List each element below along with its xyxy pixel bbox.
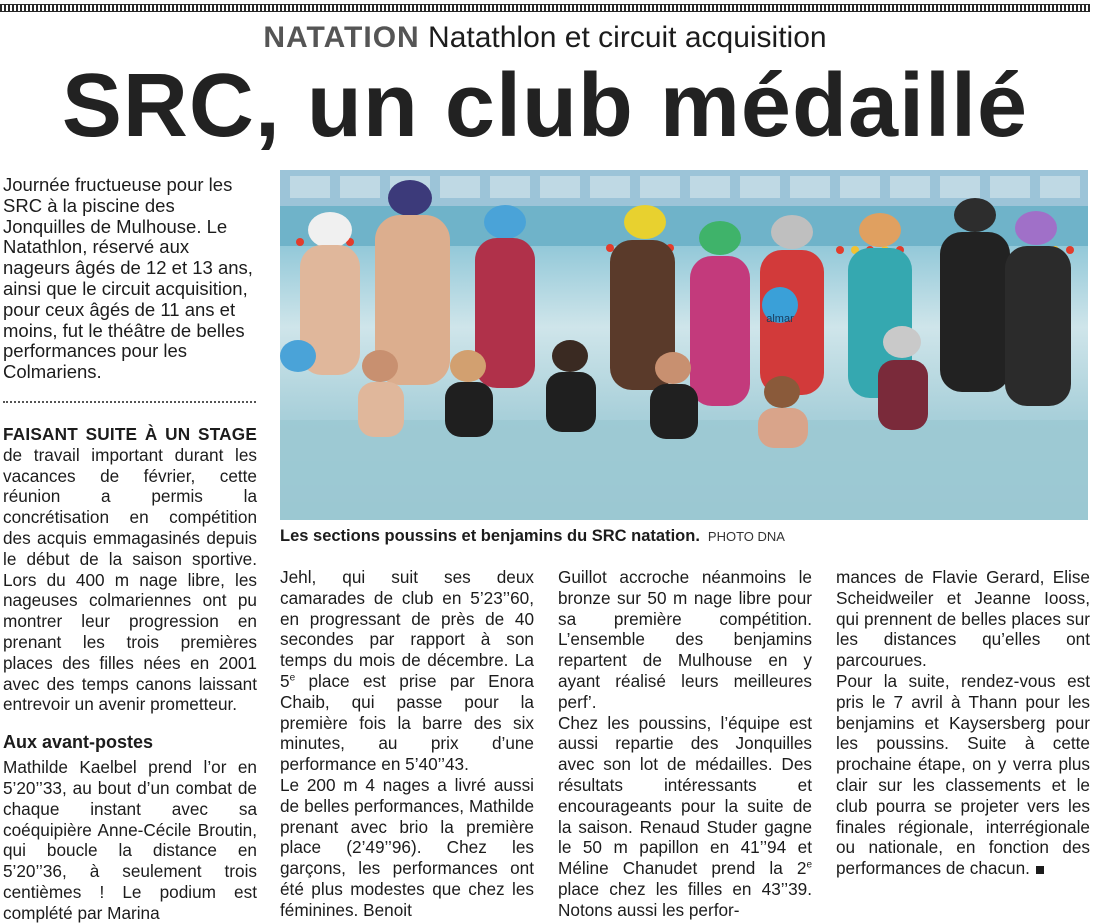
column-4-paragraph-2 [836,671,1090,879]
subheading: Aux avant-postes [3,732,154,753]
lead-in-caps: FAISANT SUITE À UN STAGE [3,424,257,444]
column-3-paragraph-1: Guillot accroche néanmoins le bronze sur 50 m nage libre pour sa première compétition. L’ensemble des benjamins repartent de Mulhouse en y ayant réalisé leurs meilleures perf’. [558,567,812,712]
paragraph-1-text: de travail important durant les vacances de février, cette réunion a permis la concrétisation en compétition des acquis emmagasinés depuis le début de la saison sportive. Lors du 400 m nage libre, les nageuses colmariennes ont pu montrer leur progression en prenant les trois premières places des filles nées en 2001 avec des temps canons laissant entrevoir un avenir prometteur. [3,444,257,715]
column-3-text-a: Chez les poussins, l’équipe est aussi repartie des Jonquilles avec son lot de médailles. Des résultats intéressants et encourageants pour la suite de la saison. Renaud Studer gagne le 50 m papillon en 41’’94 et Méline Chanudet prend la 2 [558,712,812,879]
rubric-label: NATATION [263,21,420,54]
headline: SRC, un club médaillé [61,56,1029,156]
photo-credit: PHOTO DNA [707,529,785,544]
ordinal-superscript: e [289,672,296,684]
column-3-text-b: place chez les filles en 43’’39. Notons aussi les perfor- [558,878,812,920]
column-4-text: Pour la suite, rendez-vous est pris le 7 avril à Thann pour les benjamins et Kaysersberg pour les poussins. Suite à cette prochaine étape, on y verra plus clair sur les classements et le club pourra se projeter vers les finales régionale, interrégionale ou nationale, en fonction des performances de chacun. [836,670,1090,879]
column-2-paragraph-1 [280,567,534,775]
lead-paragraph [3,175,253,383]
column-4-paragraph-1: mances de Flavie Gerard, Elise Scheidweiler et Jeanne Iooss, qui prennent de belles places sur les distances qu’elles ont parcourues. [836,567,1090,671]
column-2-text-b: place est prise par Enora Chaib, qui passe pour la première fois la barre des six minutes, au prix d’une performance en 5’40’’43. [280,670,534,775]
dotted-divider [3,401,256,403]
top-rule [0,4,1090,12]
column-2-paragraph-2: Le 200 m 4 nages a livré aussi de belles performances, Mathilde prenant avec brio la première place (2’49’’96). Chez les garçons, les performances ont été plus modestes que chez les féminines. Benoit [280,774,534,920]
photo-caption [280,525,785,548]
ordinal-superscript: e [806,859,812,871]
column-1 [3,424,257,924]
column-3 [558,567,812,921]
cap-text: almar [766,313,794,325]
column-2-text-a: Jehl, qui suit ses deux camarades de club en 5’23’’60, en progressant de près de 40 secondes par rapport à son temps du mois de décembre. La 5 [280,567,534,691]
end-of-article-icon [1036,866,1044,874]
column-2 [280,567,534,921]
kicker [0,18,1090,58]
kicker-subtitle: Natathlon et circuit acquisition [428,21,827,54]
lead-text: Journée fructueuse pour les SRC à la piscine des Jonquilles de Mulhouse. Le Natathlon, réservé aux nageurs âgés de 12 et 13 ans, ainsi que le circuit acquisition, pour ceux âgés de 11 ans et moins, fut le théâtre de belles performances pour les Colmariens. [3,174,253,383]
column-3-paragraph-2 [558,713,812,921]
paragraph-2: Mathilde Kaelbel prend l’or en 5’20’’33, au bout d’un combat de chaque instant avec sa coéquipière Anne-Cécile Broutin, qui boucle la distance en 5’20’’36, à seulement trois centièmes ! Le podium est complété par Marina [3,757,257,923]
paragraph-1 [3,424,257,715]
swimmers-photo [280,170,1088,520]
caption-text: Les sections poussins et benjamins du SRC natation. [280,527,700,545]
swimmers-photo-illustration [280,170,1088,520]
column-4 [836,567,1090,879]
